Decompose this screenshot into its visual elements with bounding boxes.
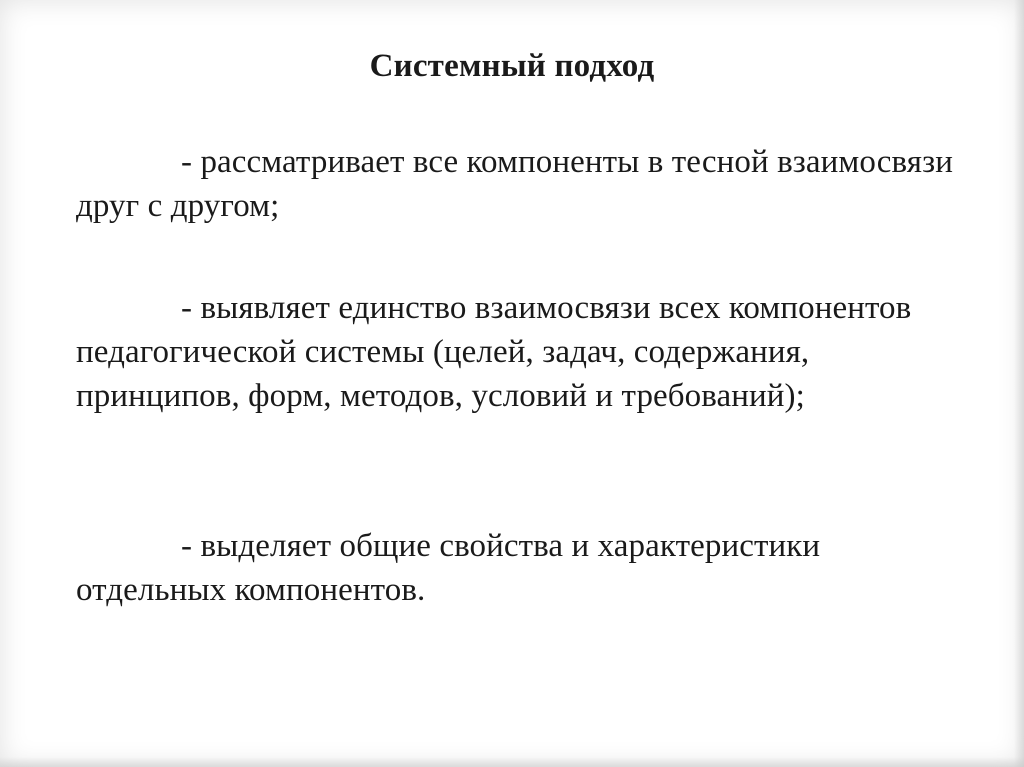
page-edge-shadow-bottom (0, 757, 1024, 767)
slide-title: Системный подход (369, 48, 655, 84)
paragraph-3: - выделяет общие свойства и характеристики отдельных компонентов. (76, 528, 821, 608)
paragraph-1: - рассматривает все компоненты в тесной взаимосвязи друг с другом; (76, 144, 953, 224)
paragraph-2: - выявляет единство взаимосвязи всех компонентов педагогической системы (целей, задач, содержания, принципов, форм, методов, условий и требований); (76, 290, 912, 414)
page-edge-shadow-right (1014, 0, 1024, 767)
